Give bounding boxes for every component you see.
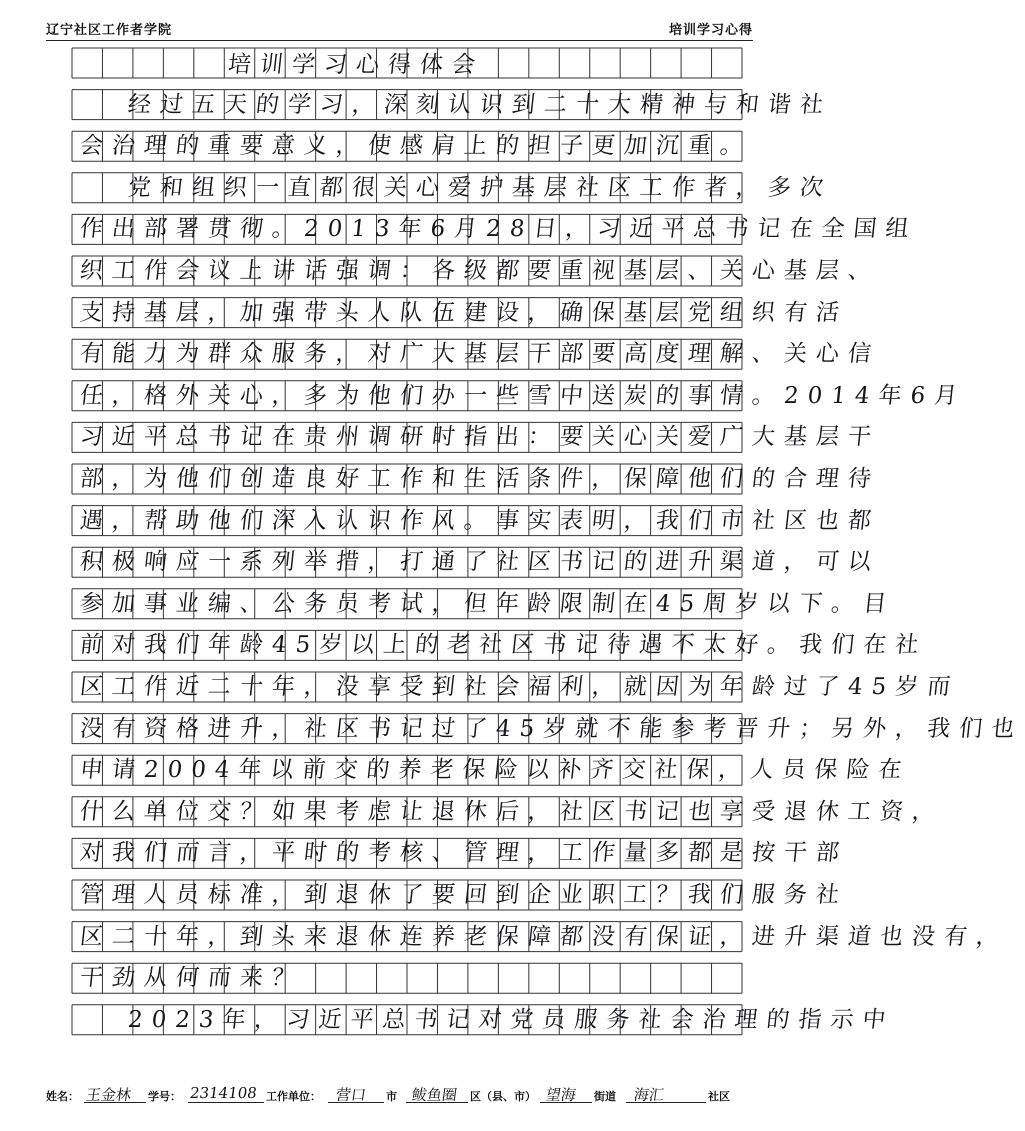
handwritten-line: 部，为他们创造良好工作和生活条件，保障他们的合理待 (78, 466, 882, 492)
district-underline (406, 1102, 468, 1103)
handwritten-line: 没有资格进升，社区书记过了45岁就不能参考晋升；另外，我们也 (78, 715, 1025, 742)
institution-name: 辽宁社区工作者学院 (46, 23, 173, 38)
handwritten-line: 什么单位交？如果考虑让退休后，社区书记也享受退休工资， (78, 798, 946, 825)
handwritten-line: 申请2004年以前交的养老保险以补齐交社保，人员保险在 (78, 757, 912, 784)
handwritten-line: 经过五天的学习，深刻认识到二十大精神与和谐社 (126, 91, 834, 118)
handwritten-line: 织工作会议上讲话强调：各级都要重视基层、关心基层、 (78, 258, 882, 284)
handwritten-line: 支持基层，加强带头人队伍建设，确保基层党组织有活 (78, 299, 850, 326)
handwritten-line: 习近平总书记在贵州调研时指出：要关心关爱广大基层干 (78, 424, 882, 451)
handwritten-line: 区工作近二十年，没享受到社会福利，就因为年龄过了45岁而 (78, 674, 961, 700)
student-info-footer (46, 1082, 753, 1106)
handwritten-line: 2023年，习近平总书记对党员服务社会治理的指示中 (126, 1006, 896, 1033)
handwritten-line: 前对我们年龄45岁以上的老社区书记待遇不太好。我们在社 (78, 632, 929, 659)
street-underline (540, 1102, 592, 1103)
id-value: 2314108 (188, 1084, 259, 1102)
name-label: 姓名： (46, 1090, 79, 1103)
handwritten-line: 区二十年，到头来退休连养老保障都没有保证，进升渠道也没有， (78, 923, 1010, 950)
city-label: 市 (386, 1090, 397, 1103)
street-value: 望海 (544, 1086, 578, 1104)
handwritten-line: 管理人员标准，到退休了要回到企业职工？我们服务社 (78, 882, 850, 908)
handwritten-line: 对我们而言，平时的考核、管理，工作量多都是按干部 (78, 840, 850, 867)
handwritten-line: 干劲从何而来？ (78, 965, 306, 992)
district-value: 鲅鱼圈 (410, 1086, 459, 1104)
district-label: 区（县、市） (470, 1090, 536, 1103)
unit-label: 工作单位： (266, 1090, 321, 1103)
document-type: 培训学习心得 (668, 23, 753, 38)
name-underline (84, 1102, 146, 1103)
handwritten-line: 作出部署贯彻。2013年6月28日，习近平总书记在全国组 (78, 216, 919, 243)
id-label: 学号： (148, 1090, 181, 1103)
handwritten-line: 任，格外关心，多为他们办一些雪中送炭的事情。2014年6月 (78, 382, 968, 409)
handwritten-line: 遇，帮助他们深入认识作风。事实表明，我们市社区也都 (78, 507, 882, 534)
essay-title: 培训学习心得体会 (226, 52, 486, 78)
handwritten-line: 有能力为群众服务，对广大基层干部要高度理解、关心信 (78, 341, 882, 368)
handwritten-line: 党和组织一直都很关心爱护基层社区工作者，多次 (126, 174, 834, 201)
community-underline (626, 1102, 706, 1103)
name-value: 王金林 (84, 1086, 133, 1104)
community-label: 社区 (708, 1090, 730, 1103)
id-underline (188, 1102, 264, 1103)
city-value: 营口 (334, 1086, 368, 1104)
handwritten-line: 会治理的重要意义，使感肩上的担子更加沉重。 (78, 133, 754, 160)
community-value: 海汇 (632, 1086, 666, 1104)
handwritten-line: 积极响应一系列举措，打通了社区书记的进升渠道，可以 (78, 549, 882, 576)
city-underline (328, 1102, 384, 1103)
street-label: 街道 (594, 1090, 616, 1103)
handwritten-line: 参加事业编、公务员考试，但年龄限制在45周岁以下。目 (78, 590, 897, 617)
